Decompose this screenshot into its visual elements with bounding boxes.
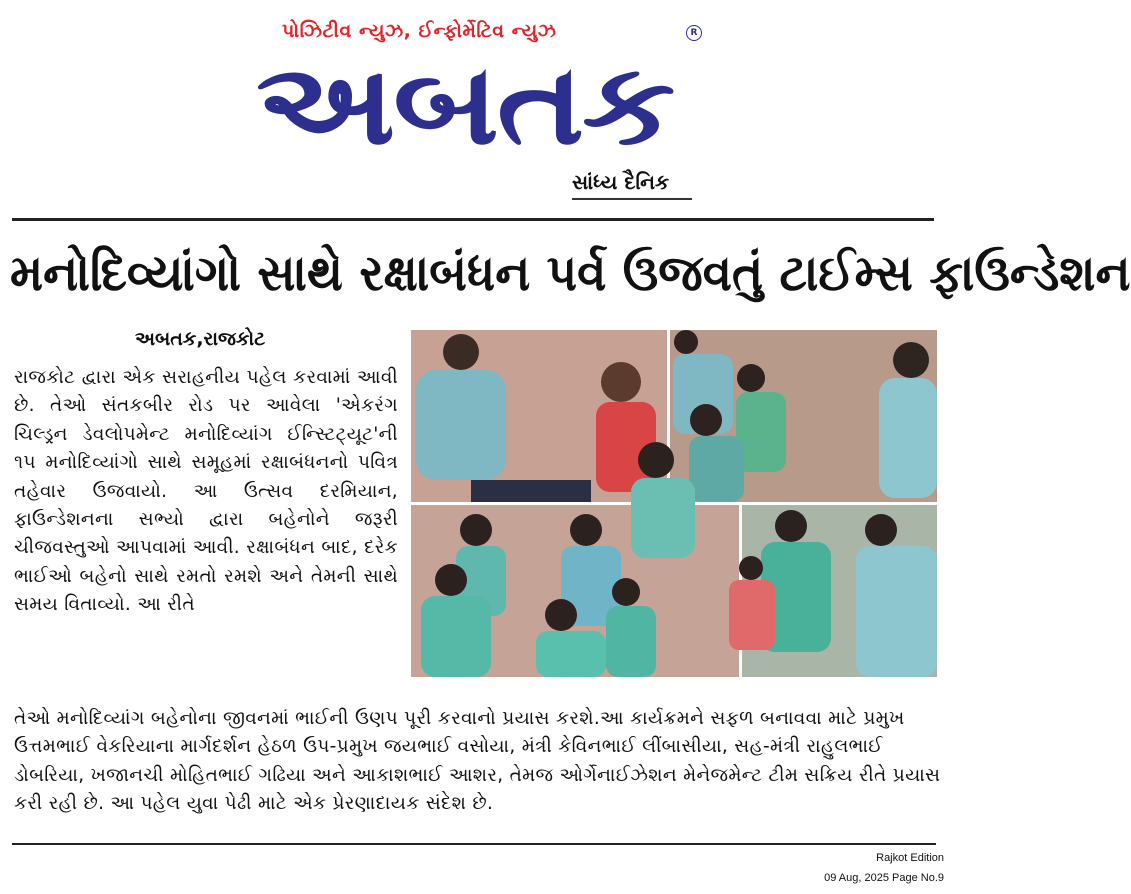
edition-name: Rajkot Edition — [876, 852, 944, 864]
article-photo-collage — [411, 330, 937, 677]
article-body-column: રાજકોટ દ્વારા એક સરાહનીય પહેલ કરવામાં આવી છે. તેઓ સંતકબીર રોડ પર આવેલા 'એકરંગ ચિલ્ડ્રન ડેવલોપમેન્ટ મનોદિવ્યાંગ ઈન્સ્ટિટ્યૂટ'ની ૧૫ મનોદિવ્યાંગો સાથે સમૂહમાં રક્ષાબંધનનો પવિત્ર તહેવાર ઉજવાયો. આ ઉત્સવ દરમિયાન, ફાઉન્ડેશનના સભ્યો દ્વારા બહેનોને જરૂરી ચીજવસ્તુઓ આપવામાં આવી. રક્ષાબંધન બાદ, દરેક ભાઈઓ બહેનો સાથે રમતો રમશે અને તેમની સાથે સમય વિતાવ્યો. આ રીતે — [14, 367, 398, 616]
masthead-subtitle: સાંધ્ય દૈનિક — [572, 170, 670, 194]
article-dateline: અબતક,રાજકોટ — [135, 328, 266, 350]
newspaper-logo: અબતક — [256, 40, 674, 170]
article-body-full: તેઓ મનોદિવ્યાંગ બહેનોના જીવનમાં ભાઈની ઉણપ પૂરી કરવાનો પ્રયાસ કરશે.આ કાર્યક્રમને સફળ બનાવવા માટે પ્રમુખ ઉત્તમભાઈ વેકરિયાના માર્ગદર્શન હેઠળ ઉપ-પ્રમુખ જયભાઈ વસોયા, મંત્રી કેવિનભાઈ લીંબાસીયા, સહ-મંત્રી રાહુલભાઈ ડોબરિયા, ખજાનચી મોહિતભાઈ ગઢિયા અને આકાશભાઈ આશર, તેમજ ઓર્ગેનાઈઝેશન મેનેજમેન્ટ ટીમ સક્રિય રીતે પ્રયાસ કરી રહી છે. આ પહેલ યુવા પેઢી માટે એક પ્રેરણાદાયક સંદેશ છે. — [14, 708, 941, 815]
registered-mark: R — [686, 25, 702, 41]
tagline: પોઝિટીવ ન્યુઝ, ઈન્ફોર્મેટિવ ન્યુઝ — [282, 20, 557, 42]
subtitle-underline — [572, 198, 692, 200]
masthead — [0, 0, 958, 220]
edition-date-page: 09 Aug, 2025 Page No.9 — [824, 872, 944, 884]
article-headline: મનોદિવ્યાંગો સાથે રક્ષાબંધન પર્વ ઉજવતું ટાઈમ્સ ફાઉન્ડેશન — [10, 244, 1131, 302]
bottom-divider — [12, 843, 936, 845]
edition-info — [824, 848, 944, 888]
top-divider — [12, 218, 934, 221]
